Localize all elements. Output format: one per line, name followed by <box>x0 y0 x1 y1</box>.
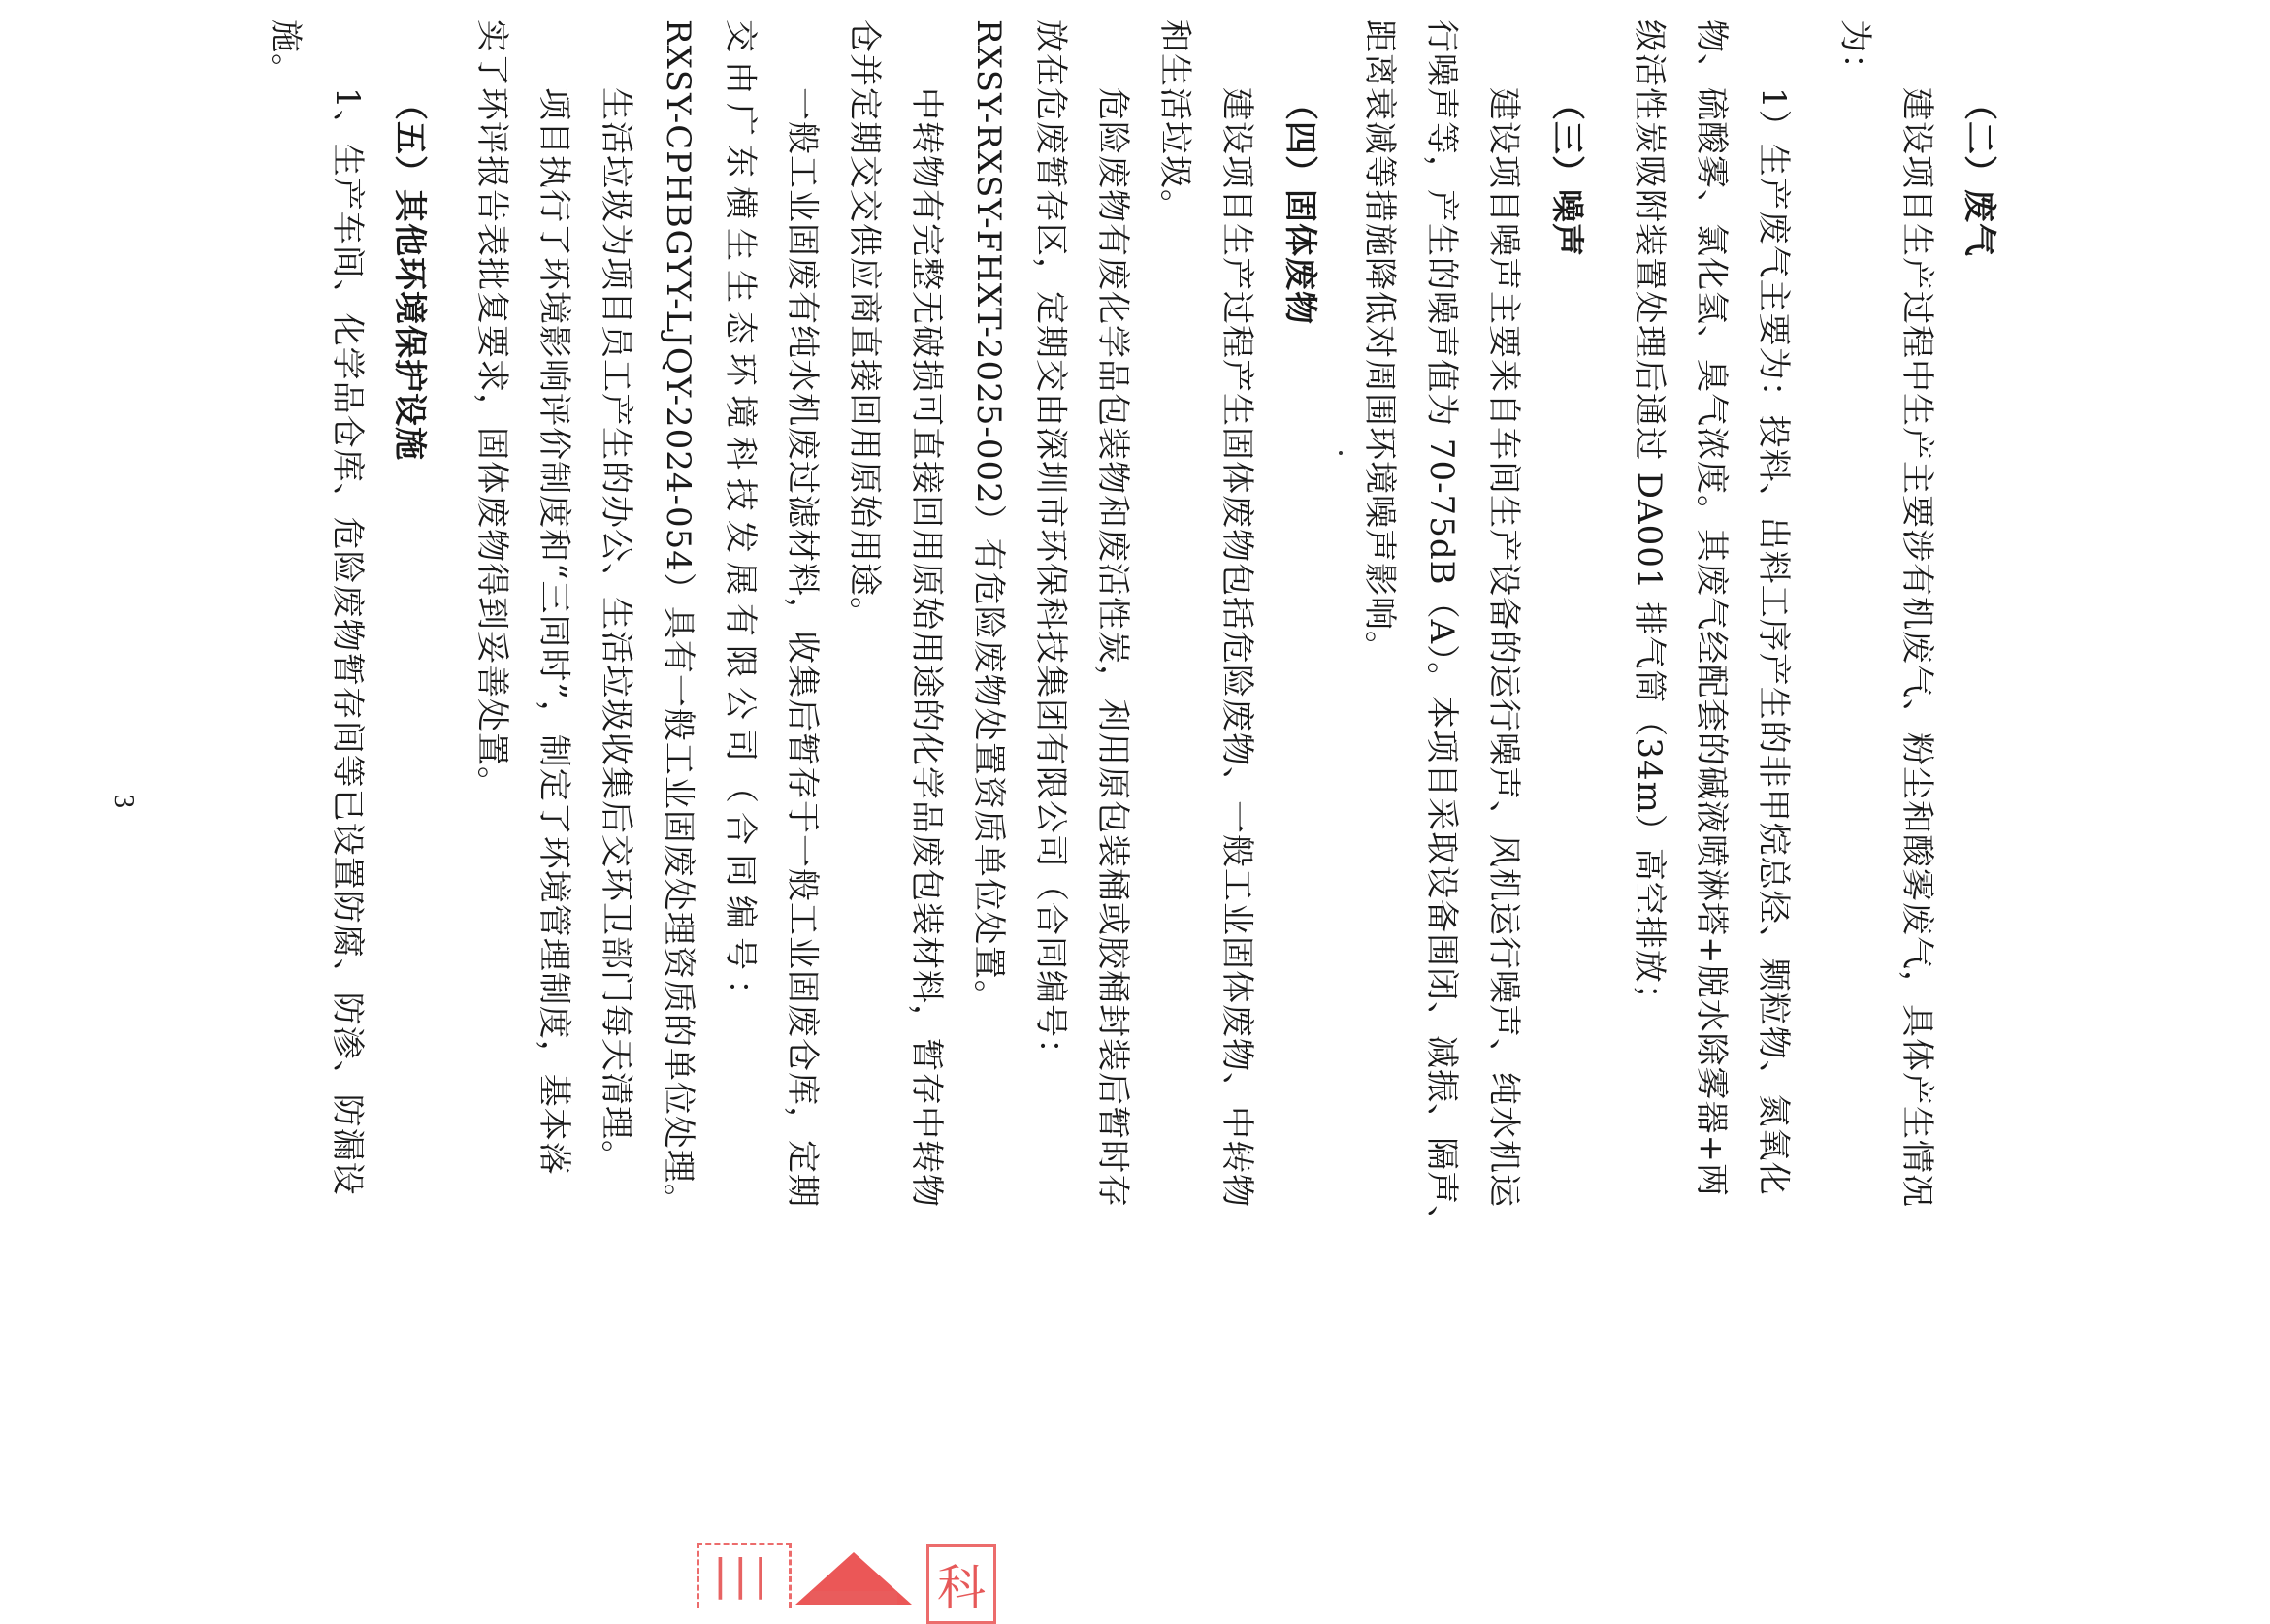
section-heading-solid-waste: （四）固体废物 <box>1281 87 1319 325</box>
paragraph-line: 行噪声等，产生的噪声值为 70-75dB（A）。本项目采取设备围闭、减振、隔声、 <box>1422 19 1461 1240</box>
paragraph-line: 交由广东横生生态环境科技发展有限公司（合同编号： <box>721 19 760 1021</box>
paragraph-line: 建设项目生产过程中生产主要涉有机废气、粉尘和酸雾废气，具体产生情况 <box>1897 87 1936 1208</box>
stamp-emblem-base <box>810 1591 897 1605</box>
stamp-marks: ||| <box>713 1550 774 1600</box>
section-heading-noise: （三）噪声 <box>1547 87 1586 257</box>
paragraph-line: 级活性炭吸附装置处理后通过 DA001 排气筒（34m）高空排放； <box>1630 19 1669 1018</box>
paragraph-line: RXSY-RXSY-FHXT-2025-002）有危险废物处置资质单位处置。 <box>969 19 1008 1014</box>
scan-speck <box>1339 451 1343 455</box>
paragraph-line: 一般工业固废有纯水机废过滤材料，收集后暂存于一般工业固废仓库，定期 <box>783 87 822 1208</box>
stamp-text: 科 <box>926 1544 996 1624</box>
paragraph-line: 项目执行了环境影响评价制度和“三同时”，制定了环境管理制度，基本落 <box>535 87 573 1176</box>
paragraph-line: 1、生产车间、化学品仓库、危险废物暂存间等已设置防腐、防渗、防漏设 <box>328 87 367 1196</box>
document-page <box>204 19 1998 1494</box>
paragraph-line: 危险废物有废化学品包装物和废活性炭，利用原包装桶或胶桶封装后暂时存 <box>1093 87 1132 1208</box>
paragraph-line: 实了环评报告表批复要求，固体废物得到妥善处置。 <box>472 19 511 800</box>
section-heading-other-facilities: （五）其他环境保护设施 <box>390 87 429 461</box>
paragraph-line: 建设项目噪声主要来自车间生产设备的运行噪声、风机运行噪声、纯水机运 <box>1484 87 1523 1208</box>
paragraph-line: 建设项目生产过程产生固体废物包括危险废物、一般工业固体废物、中转物 <box>1217 87 1256 1208</box>
paragraph-line: 物、硫酸雾、氯化氢、臭气浓度。其废气经配套的碱液喷淋塔+脱水除雾器+两 <box>1692 19 1731 1197</box>
paragraph-line: RXSY-CPHBGYY-LJQY-2024-054）具有一般工业固废处理资质的单位处理。 <box>659 19 697 1218</box>
paragraph-line: 和生活垃圾。 <box>1155 19 1194 223</box>
paragraph-line: 放在危废暂存区，定期交由深圳市环保科技集团有限公司（合同编号： <box>1031 19 1070 1072</box>
paragraph-line: 施。 <box>266 19 305 87</box>
paragraph-line: 1）生产废气主要为：投料、出料工序产生的非甲烷总烃、颗粒物、氮氧化 <box>1754 87 1793 1196</box>
paragraph-line: 仓并定期交交供应商直接回用原始用途。 <box>845 19 884 631</box>
paragraph-line: 生活垃圾为项目员工产生的办公、生活垃圾收集后交环卫部门每天清理。 <box>597 87 635 1174</box>
paragraph-line: 为： <box>1835 19 1874 87</box>
section-heading-waste-gas: （二）废气 <box>1960 87 1998 257</box>
paragraph-line: 距离衰减等措施降低对周围环境噪声影响。 <box>1360 19 1399 665</box>
page-number: 3 <box>109 795 139 808</box>
paragraph-line: 中转物有完整无破损可直接回用原始用途的化学品废包装材料，暂存中转物 <box>907 87 946 1208</box>
